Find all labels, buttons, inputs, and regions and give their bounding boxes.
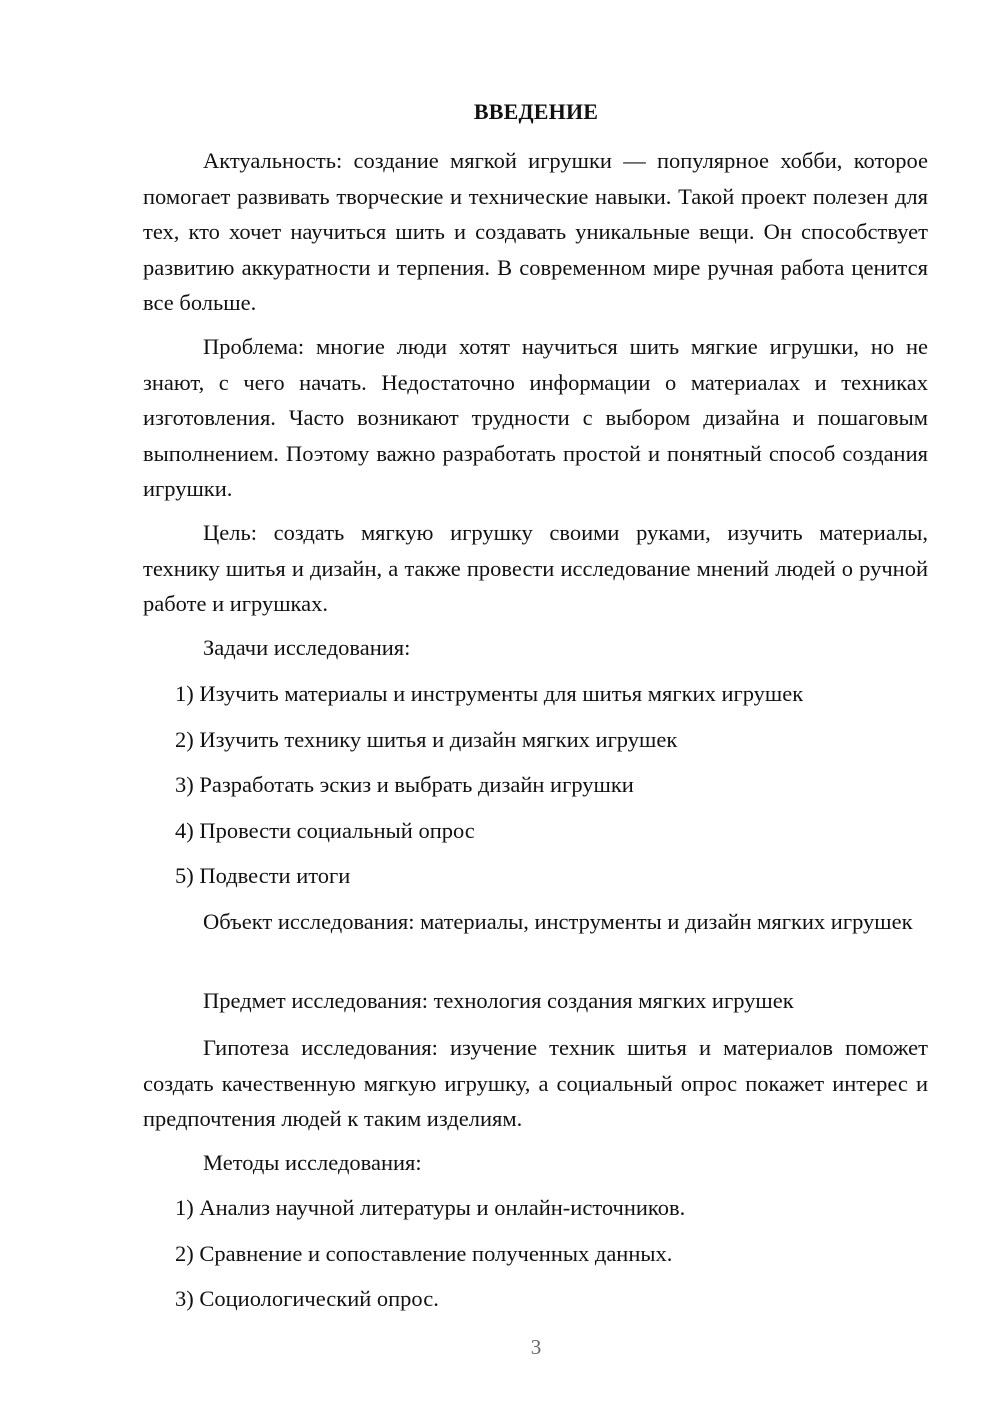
methods-title: Методы исследования:: [203, 1150, 422, 1175]
task-item: 1) Изучить материалы и инструменты для шитья мягких игрушек: [175, 681, 804, 706]
page-number: 3: [530, 1335, 542, 1359]
method-item: 3) Социологический опрос.: [175, 1286, 439, 1311]
task-item: 3) Разработать эскиз и выбрать дизайн игрушки: [175, 772, 634, 797]
task-item: 2) Изучить технику шитья и дизайн мягких игрушек: [175, 727, 678, 752]
task-item: 4) Провести социальный опрос: [175, 818, 475, 843]
task-item: 5) Подвести итоги: [175, 863, 351, 888]
hypothesis-paragraph: Гипотеза исследования: изучение техник шитья и материалов поможет создать качественную мягкую игрушку, а социальный опрос покажет интерес и предпочтения людей к таким изделиям.: [143, 1035, 928, 1131]
method-item: 1) Анализ научной литературы и онлайн-источников.: [175, 1195, 686, 1220]
problem-paragraph: Проблема: многие люди хотят научиться шить мягкие игрушки, но не знают, с чего начать. Недостаточно информации о материалах и техниках изготовления. Часто возникают трудности с выбором дизайна и пошаговым выполнением. Поэтому важно разработать простой и понятный способ создания игрушки.: [143, 334, 928, 501]
subject-paragraph: Предмет исследования: технология создания мягких игрушек: [203, 988, 794, 1013]
tasks-title: Задачи исследования:: [203, 635, 411, 660]
goal-paragraph: Цель: создать мягкую игрушку своими руками, изучить материалы, технику шитья и дизайн, а также провести исследование мнений людей о ручной работе и игрушках.: [143, 520, 928, 616]
method-item: 2) Сравнение и сопоставление полученных данных.: [175, 1241, 673, 1266]
relevance-paragraph: Актуальность: создание мягкой игрушки — популярное хобби, которое помогает развивать творческие и технические навыки. Такой проект полезен для тех, кто хочет научиться шить и создавать уникальные вещи. Он способствует развитию аккуратности и терпения. В современном мире ручная работа ценится все больше.: [143, 148, 928, 315]
section-heading: ВВЕДЕНИЕ: [473, 99, 599, 124]
object-paragraph: Объект исследования: материалы, инструменты и дизайн мягких игрушек: [203, 909, 913, 934]
